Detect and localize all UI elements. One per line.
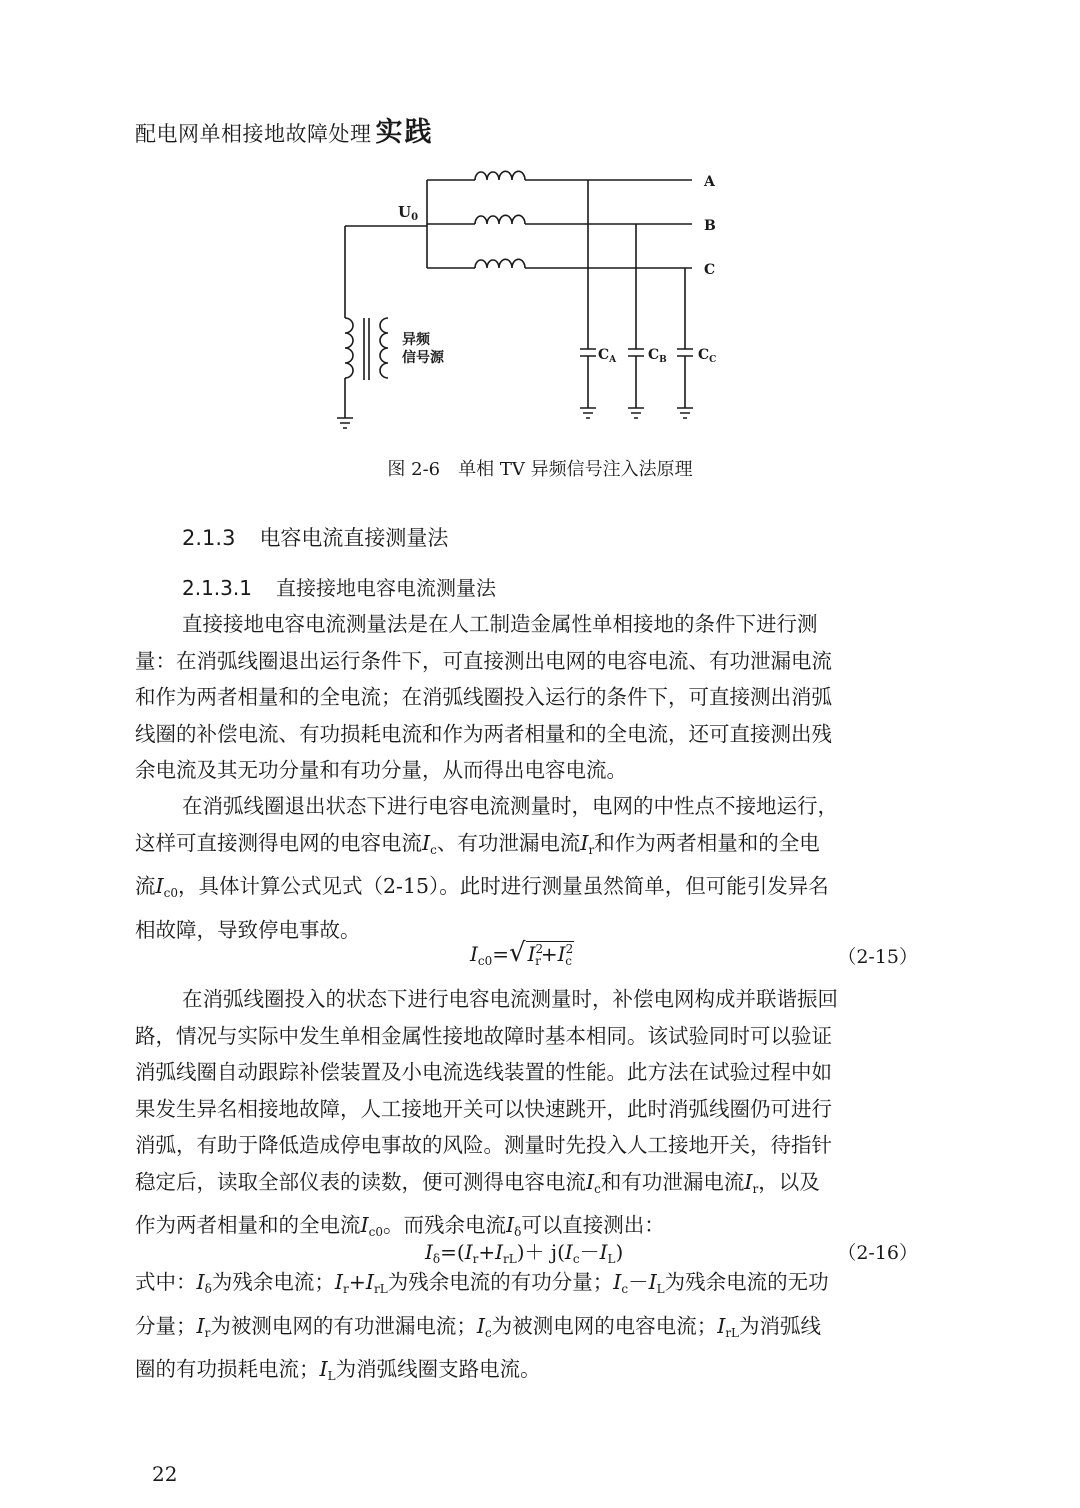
text-line: 直接接地电容电流测量法是在人工制造金属性单相接地的条件下进行测 (182, 612, 818, 636)
text-line: 量：在消弧线圈退出运行条件下，可直接测出电网的电容电流、有功泄漏电流 (135, 648, 832, 673)
ca-branch (580, 180, 596, 418)
paragraph-4 (135, 1264, 920, 1395)
text-line: 线圈的补偿电流、有功损耗电流和作为两者相量和的全电流，还可直接测出残 (135, 721, 832, 746)
ca-label: $C_A$ (598, 347, 617, 365)
equation-number-2-16: （2-16） (837, 1242, 918, 1264)
text-line: 在消弧线圈投入的状态下进行电容电流测量时，补偿电网构成并联谐振回 (182, 987, 838, 1011)
cb-label: $C_B$ (648, 347, 667, 365)
text-line: 消弧线圈自动跟踪补偿装置及小电流选线装置的性能。此方法在试验过程中如 (135, 1060, 832, 1084)
source-label-line2: 信号源 (402, 350, 444, 366)
subsection-number: 2.1.3.1 (182, 576, 252, 600)
book-title: 配电网单相接地故障处理 (135, 122, 372, 146)
paragraph-3 (135, 981, 920, 1251)
text-line: 相故障，导致停电事故。 (135, 917, 361, 942)
text-line: 作为两者相量和的全电流$I_{c0}$。而残余电流$I_\delta$可以直接测出： (135, 1213, 665, 1239)
text-line: 这样可直接测得电网的电容电流$I_c$、有功泄漏电流$I_r$和作为两者相量和的全电 (135, 830, 820, 857)
coil-b (475, 215, 525, 224)
subsection-heading (182, 572, 496, 601)
phase-c-label: C (704, 262, 716, 278)
text-line: 式中：$I_\delta$为残余电流；$I_r+I_{rL}$为残余电流的有功分量；$I_c-I_L$为残余电流的无功 (135, 1270, 829, 1296)
transformer-secondary (380, 318, 388, 378)
ground-symbol (337, 418, 353, 428)
transformer-primary (345, 318, 353, 378)
equation-2-16: $I_\delta=(I_r+I_{rL})+ j(I_c-I_L)$ (425, 1240, 624, 1266)
phase-a-label: A (704, 174, 715, 190)
coil-c (475, 259, 525, 268)
section-heading (182, 522, 448, 552)
text-line: 圈的有功损耗电流；$I_L$为消弧线圈支路电流。 (135, 1357, 541, 1383)
paragraph-1 (135, 606, 920, 789)
figure-caption: 图 2-6 单相 TV 异频信号注入法原理 (387, 459, 693, 480)
text-line: 流$I_{c0}$，具体计算公式见式（2-15）。此时进行测量虽然简单，但可能引发异名 (135, 874, 829, 900)
text-line: 果发生异名相接地故障，人工接地开关可以快速跳开，此时消弧线圈仍可进行 (135, 1096, 832, 1121)
section-title: 电容电流直接测量法 (259, 526, 449, 550)
phase-b-label: B (704, 218, 716, 234)
coil-a (475, 171, 525, 180)
text-line: 稳定后，读取全部仪表的读数，便可测得电容电流$I_c$和有功泄漏电流$I_r$，以及 (135, 1169, 820, 1196)
source-label-line1: 异频 (402, 332, 430, 348)
text-line: 分量；$I_r$为被测电网的有功泄漏电流；$I_c$为被测电网的电容电流；$I_{rL}$为消弧线 (135, 1313, 822, 1340)
paragraph-2 (135, 788, 920, 948)
circuit-diagram (0, 0, 1080, 450)
text-line: 在消弧线圈退出状态下进行电容电流测量时，电网的中性点不接地运行， (182, 794, 838, 818)
transformer-core (364, 318, 369, 380)
subsection-title: 直接接地电容电流测量法 (275, 576, 496, 600)
text-line: 路，情况与实际中发生单相金属性接地故障时基本相同。该试验同时可以验证 (135, 1023, 832, 1048)
equation-number-2-15: （2-15） (837, 946, 918, 968)
equation-2-15: $I_{c0}=√$ $I^2_r+I^2_c$ (470, 938, 574, 968)
u0-label: $U_0$ (398, 203, 419, 223)
cb-branch (628, 224, 644, 418)
u0-lead (345, 180, 427, 268)
text-line: 余电流及其无功分量和有功分量，从而得出电容电流。 (135, 758, 627, 782)
cc-branch (677, 268, 693, 418)
text-line: 和作为两者相量和的全电流；在消弧线圈投入运行的条件下，可直接测出消弧 (135, 685, 832, 709)
cc-label: $C_C$ (698, 347, 717, 365)
page-number: 22 (152, 1462, 178, 1486)
book-title-emphasis: 实践 (375, 117, 434, 148)
text-line: 消弧，有助于降低造成停电事故的风险。测量时先投入人工接地开关，待指针 (135, 1133, 832, 1157)
section-number: 2.1.3 (182, 526, 236, 550)
